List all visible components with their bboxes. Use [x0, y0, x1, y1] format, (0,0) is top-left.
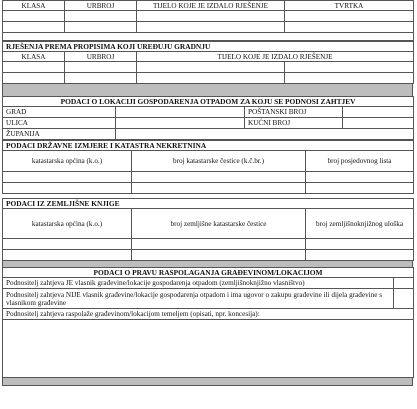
ko-cell[interactable]: [3, 183, 132, 194]
urbroj-cell[interactable]: [65, 62, 137, 73]
section-title-building: RJEŠENJA PREMA PROPISIMA KOJI UREĐUJU GRADNJU: [3, 42, 414, 52]
decision-table: [2, 0, 414, 41]
section-title-location: PODACI O LOKACIJI GOSPODARENJA OTPADOM ZA KOJU SE PODNOSI ZAHTJEV: [3, 97, 414, 107]
header-urbroj: URBROJ: [65, 1, 137, 11]
spacer-row: [3, 33, 414, 41]
postanski-broj-input[interactable]: [343, 107, 414, 118]
building-decisions-table: [2, 41, 414, 84]
klasa-cell[interactable]: [3, 11, 65, 22]
ko-cell[interactable]: [3, 250, 132, 261]
header-tvrtka: TVRTKA: [285, 1, 414, 11]
tvrtka-cell[interactable]: [285, 11, 414, 22]
urbroj-cell[interactable]: [65, 73, 137, 84]
section-title-rights: PODACI O PRAVU RASPOLAGANJA GRAĐEVINOM/LOKACIJOM: [3, 268, 414, 278]
tijelo-cell[interactable]: [137, 11, 285, 22]
tijelo-cell[interactable]: [137, 73, 285, 84]
rights-lease-checkbox[interactable]: [394, 289, 414, 309]
application-form-page: [2, 0, 413, 409]
section-title-cadastre: PODACI DRŽAVNE IZMJERE I KATASTRA NEKRETNINA: [3, 141, 414, 151]
header-katastarska-opcina: katastarska općina (k.o.): [3, 151, 132, 172]
location-table: [2, 96, 414, 140]
header-posjedovni-list: broj posjedovnog lista: [306, 151, 414, 172]
header-tijelo: TIJELO KOJE JE IZDALO RJEŠENJE: [137, 52, 414, 62]
kcbr-cell[interactable]: [132, 183, 306, 194]
extra-cell[interactable]: [285, 73, 414, 84]
klasa-cell[interactable]: [3, 62, 65, 73]
header-katastarska-opcina: katastarska općina (k.o.): [3, 209, 132, 239]
gray-footer-bar: [2, 378, 413, 386]
zkc-cell[interactable]: [132, 250, 306, 261]
rights-other-text: Podnositelj zahtjeva raspolaže građevinom/lokacijom temeljem (opisati, npr. koncesija):: [3, 309, 414, 320]
header-tijelo: TIJELO KOJE JE IZDALO RJEŠENJE: [137, 1, 285, 11]
urbroj-cell[interactable]: [65, 11, 137, 22]
header-urbroj: URBROJ: [65, 52, 137, 62]
ulica-label: ULICA: [3, 118, 116, 129]
kucni-broj-input[interactable]: [343, 118, 414, 129]
ko-cell[interactable]: [3, 172, 132, 183]
extra-cell[interactable]: [285, 62, 414, 73]
header-katastarska-cestica: broj katastarske čestice (k.č.br.): [132, 151, 306, 172]
section-title-landbook: PODACI IZ ZEMLJIŠNE KNJIGE: [3, 199, 414, 209]
grad-input[interactable]: [116, 107, 245, 118]
klasa-cell[interactable]: [3, 73, 65, 84]
rights-other-description[interactable]: [3, 320, 414, 378]
kcbr-cell[interactable]: [132, 172, 306, 183]
header-zemljisna-cestica: broj zemljišne katastarske čestice: [132, 209, 306, 239]
zkc-cell[interactable]: [132, 239, 306, 250]
rights-table: [2, 267, 414, 378]
cadastre-table: [2, 140, 414, 194]
rights-lease-text: Podnositelj zahtjeva NIJE vlasnik građevine/lokacije gospodarenja otpadom i ima ugovor o zakupu građevine ili dijela građevine s vlasnikom građevine: [3, 289, 394, 309]
tvrtka-cell[interactable]: [285, 22, 414, 33]
header-klasa: KLASA: [3, 1, 65, 11]
postanski-broj-label: POŠTANSKI BROJ: [245, 107, 343, 118]
pl-cell[interactable]: [306, 183, 414, 194]
rights-owner-text: Podnositelj zahtjeva JE vlasnik građevine/lokacije gospodarenja otpadom (zemljišnoknjižno vlasništvo): [3, 278, 394, 289]
header-zk-ulozak: broj zemljišnoknjižnog uloška: [306, 209, 414, 239]
zku-cell[interactable]: [306, 239, 414, 250]
grad-label: GRAD: [3, 107, 116, 118]
zupanija-input[interactable]: [116, 129, 414, 140]
klasa-cell[interactable]: [3, 22, 65, 33]
tijelo-cell[interactable]: [137, 22, 285, 33]
header-klasa: KLASA: [3, 52, 65, 62]
urbroj-cell[interactable]: [65, 22, 137, 33]
ulica-input[interactable]: [116, 118, 245, 129]
zupanija-label: ŽUPANIJA: [3, 129, 116, 140]
pl-cell[interactable]: [306, 172, 414, 183]
kucni-broj-label: KUĆNI BROJ: [245, 118, 343, 129]
gray-separator: [2, 84, 413, 96]
landbook-table: [2, 198, 414, 261]
tijelo-cell[interactable]: [137, 62, 285, 73]
rights-owner-checkbox[interactable]: [394, 278, 414, 289]
zku-cell[interactable]: [306, 250, 414, 261]
ko-cell[interactable]: [3, 239, 132, 250]
